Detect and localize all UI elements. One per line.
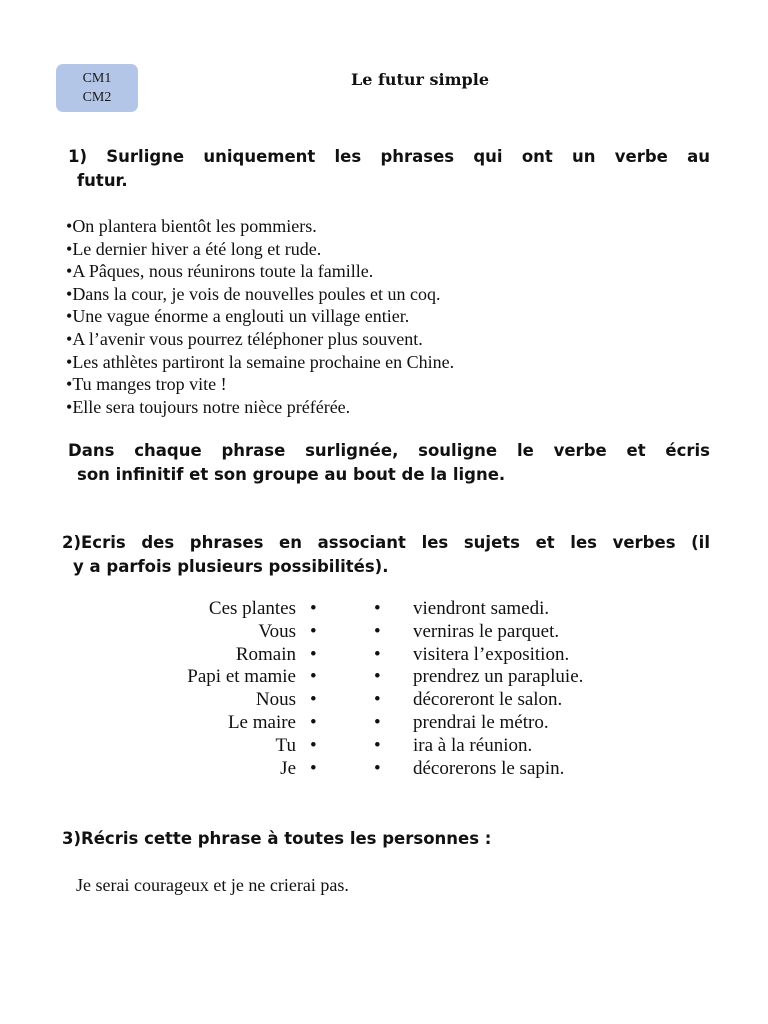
- subject-item: Papi et mamie: [187, 666, 296, 688]
- match-dot-right[interactable]: •: [374, 620, 381, 642]
- subject-item: Nous: [255, 689, 296, 711]
- exercise1-followup: [68, 439, 710, 487]
- list-item: •On plantera bientôt les pommiers.: [66, 216, 317, 236]
- match-dot-left[interactable]: •: [310, 711, 317, 733]
- exercise2-instruction: [62, 531, 710, 579]
- list-item: •A l’avenir vous pourrez téléphoner plus souvent.: [66, 328, 423, 349]
- bullet: •: [66, 261, 73, 282]
- verb-item: décoreront le salon.: [413, 689, 563, 711]
- list-item: •Les athlètes partiront la semaine prochaine en Chine.: [66, 351, 455, 372]
- match-dot-left[interactable]: •: [310, 598, 317, 619]
- exercise1-number: 1): [68, 147, 88, 166]
- model-sentence: Je serai courageux et je ne crierai pas.: [76, 875, 349, 895]
- exercise1-followup-line2: son infinitif et son groupe au bout de la ligne.: [77, 465, 506, 484]
- exercise2-number: 2): [62, 533, 82, 552]
- list-item: •A Pâques, nous réunirons toute la famille.: [66, 261, 374, 282]
- subject-column: [187, 598, 296, 780]
- level-cm2: CM2: [82, 90, 112, 105]
- list-item: •Elle sera toujours notre nièce préférée.: [66, 396, 351, 417]
- match-dot-right[interactable]: •: [374, 643, 381, 665]
- subject-dot-column: [310, 598, 317, 780]
- verb-item: prendrez un parapluie.: [413, 666, 584, 688]
- match-dot-left[interactable]: •: [310, 620, 317, 642]
- verb-item: prendrai le métro.: [413, 711, 549, 733]
- exercise2-instruction-line2: y a parfois plusieurs possibilités).: [73, 557, 389, 576]
- list-item: •Dans la cour, je vois de nouvelles poules et un coq.: [66, 283, 441, 304]
- level-badge: [56, 64, 138, 112]
- bullet: •: [66, 283, 73, 304]
- bullet: •: [66, 396, 73, 417]
- subject-item: Romain: [235, 643, 296, 665]
- subject-item: Tu: [275, 734, 296, 756]
- list-item: •Une vague énorme a englouti un village entier.: [66, 306, 410, 327]
- page-title: Le futur simple: [351, 70, 489, 89]
- match-dot-right[interactable]: •: [374, 689, 381, 711]
- exercise1-instruction: [68, 145, 710, 193]
- match-dot-right[interactable]: •: [374, 757, 381, 779]
- bullet: •: [66, 238, 73, 259]
- exercise1-followup-line1: Dans chaque phrase surlignée, souligne le verbe et écris: [68, 441, 710, 460]
- verb-item: décorerons le sapin.: [413, 757, 565, 779]
- verb-column: [413, 598, 583, 780]
- level-cm1: CM1: [82, 71, 112, 86]
- match-dot-right[interactable]: •: [374, 711, 381, 733]
- subject-item: Ces plantes: [208, 598, 296, 619]
- match-dot-left[interactable]: •: [310, 757, 317, 779]
- bullet: •: [66, 216, 73, 236]
- verb-item: visitera l’exposition.: [413, 643, 570, 665]
- verb-dot-column: [374, 598, 381, 780]
- subject-item: Vous: [258, 620, 296, 642]
- list-item: •Le dernier hiver a été long et rude.: [66, 238, 322, 259]
- exercise3-instruction-text: Récris cette phrase à toutes les personnes :: [81, 829, 492, 848]
- bullet: •: [66, 306, 73, 327]
- exercise2-instruction-line1: 2)Ecris des phrases en associant les sujets et les verbes (il: [62, 533, 710, 552]
- match-dot-left[interactable]: •: [310, 643, 317, 665]
- verb-item: ira à la réunion.: [413, 734, 533, 756]
- match-dot-left[interactable]: •: [310, 734, 317, 756]
- bullet: •: [66, 374, 73, 395]
- match-dot-right[interactable]: •: [374, 666, 381, 688]
- exercise1-instruction-line1: 1) Surligne uniquement les phrases qui ont un verbe au: [68, 147, 710, 166]
- match-dot-right[interactable]: •: [374, 734, 381, 756]
- bullet: •: [66, 328, 73, 349]
- bullet: •: [66, 351, 73, 372]
- match-dot-left[interactable]: •: [310, 689, 317, 711]
- list-item: •Tu manges trop vite !: [66, 374, 227, 395]
- exercise3-number: 3): [62, 829, 82, 848]
- subject-item: Je: [280, 757, 296, 779]
- subject-item: Le maire: [227, 711, 296, 733]
- match-dot-right[interactable]: •: [374, 598, 381, 619]
- verb-item: viendront samedi.: [413, 598, 550, 619]
- exercise3-instruction: [62, 827, 491, 851]
- sentence-list: [66, 215, 454, 418]
- verb-item: verniras le parquet.: [413, 620, 560, 642]
- match-dot-left[interactable]: •: [310, 666, 317, 688]
- exercise1-instruction-line2: futur.: [77, 171, 128, 190]
